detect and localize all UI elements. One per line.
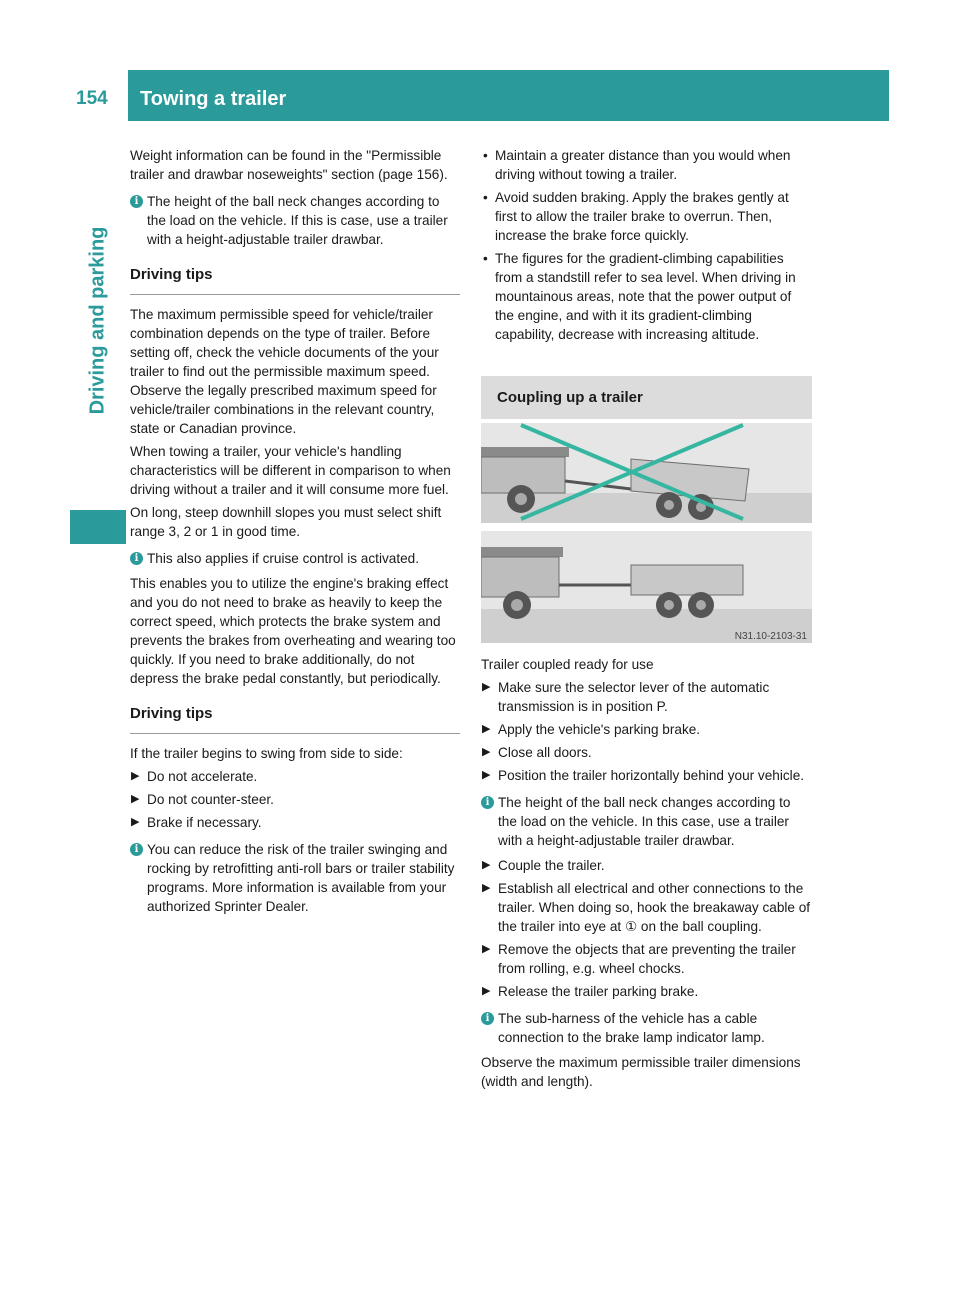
page-title: Towing a trailer: [140, 88, 287, 110]
trailer-illustration-svg: [481, 419, 812, 645]
paragraph-weight: Weight information can be found in the "Permissible trailer and drawbar noseweights" section (page 156).: [130, 148, 448, 182]
step-text: Position the trailer horizontally behind your vehicle.: [498, 768, 805, 783]
paragraph-max-speed: The maximum permissible speed for vehicle/trailer combination depends on the type of trailer. Before setting off, check the vehicle documents of the your trailer to find out the permissible maximum speed. Observe the legally prescribed maximum speed for vehicle/trailer combinations in the relevant country, state or Canadian province.: [130, 307, 439, 436]
bullet-text: Avoid sudden braking. Apply the brakes gently at first to allow the trailer brake to overrun. Then, increase the brake force quickly.: [495, 190, 789, 243]
step-text: Brake if necessary.: [147, 815, 262, 830]
arrow-right-icon: ▶: [482, 681, 491, 693]
step-text: Establish all electrical and other connections to the trailer. When doing so, hook the breakaway cable of the trailer into eye at ① on the ball coupling.: [498, 881, 811, 934]
step-item: [130, 790, 460, 809]
bullet-item: [481, 188, 812, 245]
paragraph-handling: When towing a trailer, your vehicle's handling characteristics will be different in comparison to when driving without a trailer and it will consume more fuel.: [130, 444, 451, 497]
arrow-right-icon: ▶: [482, 882, 491, 894]
bullet-dot-icon: •: [483, 148, 488, 163]
info-icon: i: [130, 195, 143, 208]
arrow-right-icon: ▶: [131, 816, 140, 828]
arrow-right-icon: ▶: [482, 769, 491, 781]
step-item: [130, 767, 460, 786]
arrow-right-icon: ▶: [482, 943, 491, 955]
section-heading-coupling: Coupling up a trailer: [481, 376, 812, 419]
step-text: Release the trailer parking brake.: [498, 984, 699, 999]
info-note: [130, 840, 460, 916]
arrow-right-icon: ▶: [482, 859, 491, 871]
step-text: Make sure the selector lever of the automatic transmission is in position P.: [498, 680, 770, 714]
arrow-right-icon: ▶: [482, 746, 491, 758]
bullet-text: Maintain a greater distance than you would when driving without towing a trailer.: [495, 148, 791, 182]
step-text: Do not counter-steer.: [147, 792, 274, 807]
step-text: Apply the vehicle's parking brake.: [498, 722, 701, 737]
bullet-dot-icon: •: [483, 190, 488, 205]
arrow-right-icon: ▶: [482, 985, 491, 997]
info-icon: i: [130, 552, 143, 565]
bullet-item: [481, 146, 812, 184]
paragraph-braking: This enables you to utilize the engine's braking effect and you do not need to brake as heavily to keep the correct speed, which protects the brake system and prevents the brakes from overheating and wearing too quickly. If you need to brake additionally, do not depress the brake pedal constantly, but periodically.: [130, 576, 456, 686]
info-icon: i: [481, 1012, 494, 1025]
page-number: 154: [76, 88, 108, 109]
side-tab: [74, 130, 122, 510]
step-item: [481, 720, 812, 739]
step-item: [481, 856, 812, 875]
step-text: Do not accelerate.: [147, 769, 258, 784]
arrow-right-icon: ▶: [482, 723, 491, 735]
paragraph-observe: Observe the maximum permissible trailer dimensions (width and length).: [481, 1055, 801, 1089]
info-icon: i: [481, 796, 494, 809]
trailer-illustration: [481, 419, 812, 645]
section-heading: Driving tips: [130, 265, 460, 295]
info-note: [481, 1009, 812, 1047]
bullet-dot-icon: •: [483, 251, 488, 266]
paragraph-swing: If the trailer begins to swing from side to side:: [130, 746, 403, 761]
info-text: This also applies if cruise control is activated.: [147, 551, 419, 566]
section-heading: Driving tips: [130, 704, 460, 734]
step-item: [481, 743, 812, 762]
step-item: [481, 766, 812, 785]
figure-code: N31.10-2103-31: [734, 631, 807, 642]
paragraph-downhill: On long, steep downhill slopes you must select shift range 3, 2 or 1 in good time.: [130, 505, 442, 539]
info-note: [130, 549, 460, 568]
info-text: The sub-harness of the vehicle has a cable connection to the brake lamp indicator lamp.: [498, 1011, 765, 1045]
right-column: [481, 146, 812, 1095]
info-text: The height of the ball neck changes according to the load on the vehicle. If this is case, use a trailer with a height-adjustable trailer drawbar.: [147, 194, 448, 247]
left-column: [130, 146, 460, 922]
arrow-right-icon: ▶: [131, 770, 140, 782]
info-text: You can reduce the risk of the trailer swinging and rocking by retrofitting anti-roll bars or trailer stability programs. More information is available from your authorized Sprinter Dealer.: [147, 842, 455, 914]
info-note: [130, 192, 460, 249]
bullet-item: [481, 249, 812, 344]
step-item: [481, 678, 812, 716]
step-item: [481, 879, 812, 936]
step-item: [130, 813, 460, 832]
info-note: [481, 793, 812, 850]
figure-caption: Trailer coupled ready for use: [481, 657, 654, 672]
info-text: The height of the ball neck changes according to the load on the vehicle. In this case, use a trailer with a height-adjustable trailer drawbar.: [498, 795, 791, 848]
bullet-text: The figures for the gradient-climbing capabilities from a standstill refer to sea level. When driving in mountainous areas, note that the power output of the engine, and with it its gradient-climbing capability, decrease with increasing altitude.: [495, 251, 796, 342]
side-tab-label: Driving and parking: [86, 226, 109, 414]
step-text: Couple the trailer.: [498, 858, 605, 873]
step-item: [481, 940, 812, 978]
side-tab-marker: [70, 510, 126, 544]
arrow-right-icon: ▶: [131, 793, 140, 805]
info-icon: i: [130, 843, 143, 856]
step-text: Remove the objects that are preventing the trailer from rolling, e.g. wheel chocks.: [498, 942, 796, 976]
step-item: [481, 982, 812, 1001]
step-text: Close all doors.: [498, 745, 592, 760]
